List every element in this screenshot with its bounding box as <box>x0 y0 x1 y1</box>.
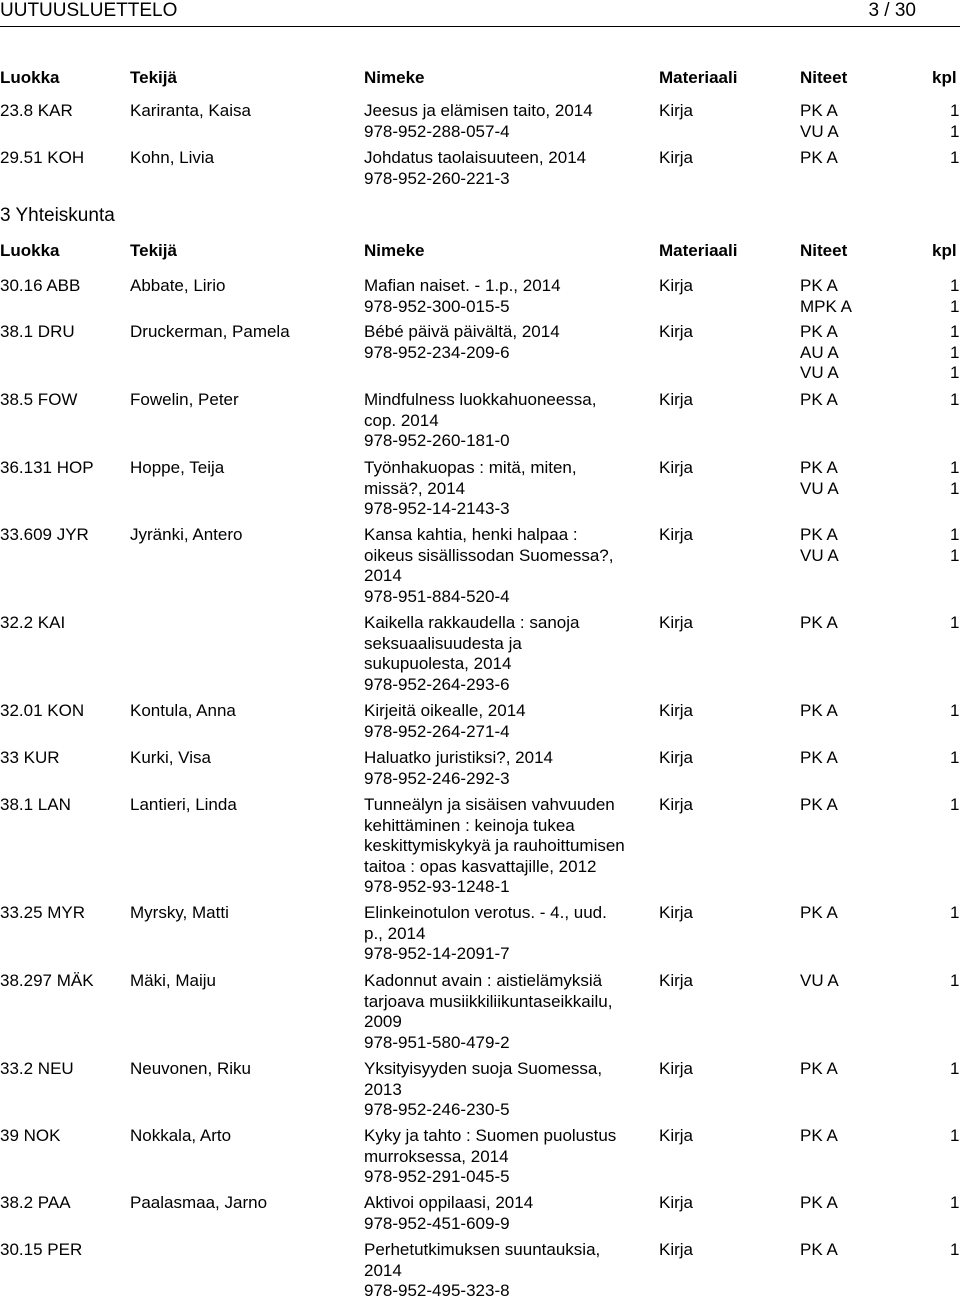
material: Kirja <box>659 1240 694 1259</box>
copy-count: 1 <box>950 613 960 632</box>
author: Fowelin, Peter <box>130 390 239 409</box>
classification: 38.297 MÄK <box>0 971 94 990</box>
catalog-entry <box>0 701 960 742</box>
copies-locations <box>800 1240 838 1261</box>
classification: 39 NOK <box>0 1126 61 1145</box>
copies-counts <box>950 390 959 411</box>
isbn: 978-952-14-2143-3 <box>364 499 510 518</box>
title-line: Haluatko juristiksi?, 2014 <box>364 748 553 767</box>
author: Hoppe, Teija <box>130 458 225 477</box>
title-block <box>364 276 650 317</box>
copy-location: VU A <box>800 545 839 565</box>
copy-count: 1 <box>950 971 960 990</box>
title-block <box>364 903 650 965</box>
copies-locations <box>800 613 838 634</box>
title-block <box>364 390 650 452</box>
title-line: Kyky ja tahto : Suomen puolustus <box>364 1126 617 1145</box>
column-header-luokka: Luokka <box>0 68 60 87</box>
title-line: 2014 <box>364 566 402 585</box>
isbn: 978-952-291-045-5 <box>364 1167 510 1186</box>
copies-counts <box>950 795 959 816</box>
copy-count: 1 <box>950 148 960 167</box>
classification: 33.609 JYR <box>0 525 89 544</box>
copy-location: PK A <box>800 1240 838 1259</box>
title-block <box>364 701 650 742</box>
title-line: Työnhakuopas : mitä, miten, <box>364 458 577 477</box>
isbn: 978-952-495-323-8 <box>364 1281 510 1300</box>
copy-location: PK A <box>800 701 838 720</box>
catalog-entry <box>0 101 960 142</box>
copy-count: 1 <box>950 1126 960 1145</box>
isbn: 978-952-246-292-3 <box>364 768 510 788</box>
catalog-entry <box>0 971 960 1053</box>
copy-location: PK A <box>800 903 838 922</box>
title-line: kehittäminen : keinoja tukea <box>364 815 575 835</box>
title-block <box>364 1193 650 1234</box>
classification: 38.2 PAA <box>0 1193 71 1212</box>
copies-locations <box>800 1126 838 1147</box>
catalog-entry <box>0 903 960 965</box>
author: Kurki, Visa <box>130 748 211 767</box>
copies-locations <box>800 390 838 411</box>
copy-count: 1 <box>950 322 960 341</box>
catalog-entry <box>0 525 960 607</box>
isbn: 978-951-580-479-2 <box>364 1032 510 1052</box>
copies-counts <box>950 748 959 769</box>
title-line: Mindfulness luokkahuoneessa, <box>364 390 597 409</box>
material: Kirja <box>659 795 694 814</box>
copy-location: PK A <box>800 1126 838 1145</box>
author: Kontula, Anna <box>130 701 236 720</box>
copy-location: PK A <box>800 748 838 767</box>
title-line: sukupuolesta, 2014 <box>364 654 512 673</box>
copy-location: PK A <box>800 1193 838 1212</box>
copy-count: 1 <box>950 1193 960 1212</box>
classification: 29.51 KOH <box>0 148 85 167</box>
copy-location: PK A <box>800 276 838 295</box>
catalog-entry <box>0 1126 960 1188</box>
title-line: Kansa kahtia, henki halpaa : <box>364 525 578 544</box>
material: Kirja <box>659 1059 694 1078</box>
copy-count: 1 <box>950 545 960 565</box>
copies-locations <box>800 1193 838 1214</box>
copy-count: 1 <box>950 701 960 720</box>
title-line: 2013 <box>364 1079 402 1099</box>
column-header-kpl: kpl <box>932 241 957 260</box>
isbn: 978-952-264-271-4 <box>364 721 510 741</box>
copy-count: 1 <box>950 795 960 814</box>
title-line: keskittymiskykyä ja rauhoittumisen <box>364 836 625 855</box>
catalog-entry <box>0 1240 960 1302</box>
author: Jyränki, Antero <box>130 525 243 544</box>
copy-count: 1 <box>950 101 960 120</box>
copies-counts <box>950 148 959 169</box>
material: Kirja <box>659 458 694 477</box>
column-header-niteet: Niteet <box>800 68 848 87</box>
catalog-entry <box>0 322 960 384</box>
classification: 30.16 ABB <box>0 276 81 295</box>
author: Mäki, Maiju <box>130 971 216 990</box>
isbn: 978-952-288-057-4 <box>364 121 510 141</box>
catalog-entry <box>0 276 960 317</box>
material: Kirja <box>659 525 694 544</box>
material: Kirja <box>659 748 694 767</box>
title-line: 2009 <box>364 1012 402 1031</box>
column-header-niteet: Niteet <box>800 241 848 260</box>
column-header-nimeke: Nimeke <box>364 241 425 260</box>
title-line: tarjoava musiikkiliikuntaseikkailu, <box>364 991 613 1011</box>
title-line: Kaikella rakkaudella : sanoja <box>364 613 580 632</box>
title-block <box>364 1240 650 1302</box>
author: Kariranta, Kaisa <box>130 101 251 120</box>
column-header-row <box>0 68 960 92</box>
catalog-entry <box>0 748 960 789</box>
classification: 38.1 DRU <box>0 322 75 341</box>
column-header-luokka: Luokka <box>0 241 60 260</box>
classification: 38.5 FOW <box>0 390 78 409</box>
copies-counts <box>950 613 959 634</box>
copy-count: 1 <box>950 342 960 362</box>
copies-counts <box>950 971 959 992</box>
copies-counts <box>950 1059 959 1080</box>
copy-location: PK A <box>800 525 838 544</box>
classification: 38.1 LAN <box>0 795 71 814</box>
page-header <box>0 0 960 27</box>
copies-counts <box>950 458 959 499</box>
copy-count: 1 <box>950 525 960 544</box>
isbn: 978-952-451-609-9 <box>364 1213 510 1233</box>
isbn: 978-952-264-293-6 <box>364 674 510 694</box>
title-line: Perhetutkimuksen suuntauksia, <box>364 1240 601 1259</box>
title-block <box>364 525 650 607</box>
classification: 23.8 KAR <box>0 101 73 120</box>
copy-location: VU A <box>800 971 839 990</box>
copies-locations <box>800 101 839 142</box>
catalog-entry <box>0 795 960 898</box>
column-header-kpl: kpl <box>932 68 957 87</box>
author: Kohn, Livia <box>130 148 215 167</box>
column-header-materiaali: Materiaali <box>659 68 738 87</box>
author: Abbate, Lirio <box>130 276 226 295</box>
copies-counts <box>950 101 959 142</box>
author: Lantieri, Linda <box>130 795 237 814</box>
title-block <box>364 971 650 1053</box>
classification: 33.25 MYR <box>0 903 86 922</box>
material: Kirja <box>659 701 694 720</box>
column-header-row <box>0 241 960 265</box>
copies-locations <box>800 795 838 816</box>
copy-count: 1 <box>950 748 960 767</box>
copy-count: 1 <box>950 390 960 409</box>
title-block <box>364 148 650 189</box>
author: Neuvonen, Riku <box>130 1059 251 1078</box>
copy-location: PK A <box>800 322 838 341</box>
copy-count: 1 <box>950 478 960 498</box>
copy-location: PK A <box>800 148 838 167</box>
catalog-entry <box>0 613 960 695</box>
title-block <box>364 322 650 363</box>
copies-locations <box>800 525 839 566</box>
catalog-entry <box>0 1193 960 1234</box>
catalog-entry <box>0 1059 960 1121</box>
material: Kirja <box>659 613 694 632</box>
isbn: 978-952-300-015-5 <box>364 296 510 316</box>
title-line: missä?, 2014 <box>364 478 466 498</box>
copy-count: 1 <box>950 363 960 382</box>
classification: 36.131 HOP <box>0 458 94 477</box>
title-block <box>364 458 650 520</box>
copy-count: 1 <box>950 276 960 295</box>
title-block <box>364 1059 650 1121</box>
column-header-nimeke: Nimeke <box>364 68 425 87</box>
copy-location: VU A <box>800 478 839 498</box>
isbn: 978-952-260-221-3 <box>364 168 510 188</box>
copy-count: 1 <box>950 296 960 316</box>
author: Paalasmaa, Jarno <box>130 1193 268 1212</box>
isbn: 978-952-246-230-5 <box>364 1100 510 1119</box>
title-line: Mafian naiset. - 1.p., 2014 <box>364 276 561 295</box>
classification: 33 KUR <box>0 748 60 767</box>
isbn: 978-952-260-181-0 <box>364 431 510 450</box>
isbn: 978-952-93-1248-1 <box>364 877 510 896</box>
title-line: murroksessa, 2014 <box>364 1146 509 1166</box>
author: Myrsky, Matti <box>130 903 229 922</box>
column-header-materiaali: Materiaali <box>659 241 738 260</box>
copies-locations <box>800 701 838 722</box>
classification: 32.01 KON <box>0 701 85 720</box>
material: Kirja <box>659 322 694 341</box>
isbn: 978-951-884-520-4 <box>364 586 510 606</box>
title-line: seksuaalisuudesta ja <box>364 633 522 653</box>
material: Kirja <box>659 1126 694 1145</box>
title-line: Kadonnut avain : aistielämyksiä <box>364 971 603 990</box>
copy-location: MPK A <box>800 296 852 316</box>
classification: 33.2 NEU <box>0 1059 74 1078</box>
title-block <box>364 1126 650 1188</box>
copy-location: PK A <box>800 101 838 120</box>
title-line: 2014 <box>364 1260 402 1280</box>
classification: 30.15 PER <box>0 1240 83 1259</box>
catalog-entry <box>0 148 960 189</box>
page-number: 3 / 30 <box>868 0 916 21</box>
copy-count: 1 <box>950 458 960 477</box>
title-block <box>364 795 650 898</box>
catalog-entry <box>0 390 960 452</box>
copies-counts <box>950 276 959 317</box>
title-block <box>364 748 650 789</box>
material: Kirja <box>659 1193 694 1212</box>
copies-counts <box>950 903 959 924</box>
copy-location: PK A <box>800 613 838 632</box>
title-line: taitoa : opas kasvattajille, 2012 <box>364 856 597 876</box>
copies-locations <box>800 971 839 992</box>
section-title: 3 Yhteiskunta <box>0 205 115 226</box>
copy-location: PK A <box>800 390 838 409</box>
document-title: UUTUUSLUETTELO <box>0 0 178 21</box>
copies-counts <box>950 1193 959 1214</box>
copies-counts <box>950 701 959 722</box>
copies-locations <box>800 903 838 924</box>
title-line: Yksityisyyden suoja Suomessa, <box>364 1059 603 1078</box>
classification: 32.2 KAI <box>0 613 66 632</box>
copies-locations <box>800 458 839 499</box>
title-line: Elinkeinotulon verotus. - 4., uud. <box>364 903 607 922</box>
copies-counts <box>950 322 959 384</box>
copy-location: VU A <box>800 121 839 141</box>
column-header-tekija: Tekijä <box>130 68 177 87</box>
author: Druckerman, Pamela <box>130 322 290 341</box>
title-line: cop. 2014 <box>364 410 439 430</box>
copy-count: 1 <box>950 903 960 922</box>
copies-counts <box>950 525 959 566</box>
copy-count: 1 <box>950 1240 960 1259</box>
copy-location: VU A <box>800 363 839 382</box>
material: Kirja <box>659 101 694 120</box>
title-block <box>364 613 650 695</box>
copies-counts <box>950 1240 959 1261</box>
material: Kirja <box>659 390 694 409</box>
copies-locations <box>800 1059 838 1080</box>
title-block <box>364 101 650 142</box>
copy-location: PK A <box>800 1059 838 1078</box>
copy-count: 1 <box>950 1059 960 1078</box>
title-line: Jeesus ja elämisen taito, 2014 <box>364 101 593 120</box>
copy-location: AU A <box>800 342 839 362</box>
column-header-tekija: Tekijä <box>130 241 177 260</box>
copies-locations <box>800 276 852 317</box>
copy-location: PK A <box>800 458 838 477</box>
copies-locations <box>800 748 838 769</box>
author: Nokkala, Arto <box>130 1126 232 1145</box>
isbn: 978-952-234-209-6 <box>364 342 510 362</box>
title-line: Johdatus taolaisuuteen, 2014 <box>364 148 587 167</box>
copies-locations <box>800 148 838 169</box>
isbn: 978-952-14-2091-7 <box>364 944 510 963</box>
title-line: Tunneälyn ja sisäisen vahvuuden <box>364 795 615 814</box>
material: Kirja <box>659 903 694 922</box>
copy-location: PK A <box>800 795 838 814</box>
title-line: Aktivoi oppilaasi, 2014 <box>364 1193 534 1212</box>
catalog-entry <box>0 458 960 520</box>
title-line: oikeus sisällissodan Suomessa?, <box>364 545 614 565</box>
material: Kirja <box>659 276 694 295</box>
copies-locations <box>800 322 839 384</box>
title-line: Kirjeitä oikealle, 2014 <box>364 701 526 720</box>
material: Kirja <box>659 971 694 990</box>
title-line: Bébé päivä päivältä, 2014 <box>364 322 560 341</box>
material: Kirja <box>659 148 694 167</box>
copy-count: 1 <box>950 121 960 141</box>
copies-counts <box>950 1126 959 1147</box>
title-line: p., 2014 <box>364 923 426 943</box>
